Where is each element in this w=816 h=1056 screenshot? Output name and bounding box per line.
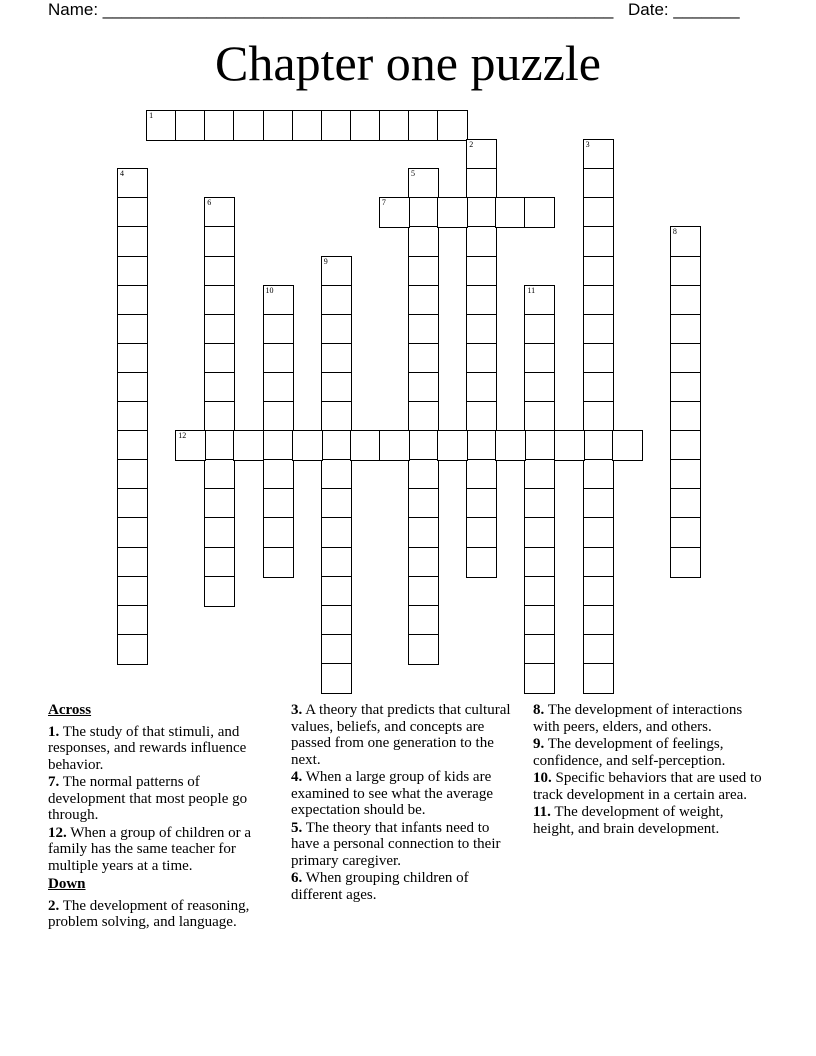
- grid-cell[interactable]: [263, 547, 294, 578]
- grid-cell[interactable]: [263, 430, 294, 461]
- grid-cell[interactable]: [204, 517, 235, 548]
- grid-cell[interactable]: [321, 401, 352, 432]
- grid-cell[interactable]: [583, 605, 614, 636]
- grid-cell[interactable]: [379, 430, 410, 461]
- clue-across-12: 12. When a group of children or a family has the same teacher for multiple years at a time.: [48, 824, 251, 874]
- grid-cell[interactable]: [350, 110, 381, 141]
- grid-cell[interactable]: [466, 372, 497, 403]
- grid-cell[interactable]: [524, 547, 555, 578]
- grid-cell[interactable]: [321, 576, 352, 607]
- clue-number: 7: [381, 198, 386, 208]
- grid-cell[interactable]: [408, 372, 439, 403]
- clue-down-3: 3. A theory that predicts that cultural values, beliefs, and concepts are passed from one generation to the next.: [291, 702, 511, 768]
- clue-across-1: 1. The study of that stimuli, and responses, and rewards influence behavior.: [48, 723, 247, 773]
- grid-cell[interactable]: [350, 430, 381, 461]
- grid-cell[interactable]: [117, 547, 148, 578]
- grid-cell[interactable]: [524, 517, 555, 548]
- grid-cell[interactable]: [379, 110, 410, 141]
- clue-down-9: 9. The development of feelings, confidence, and self-perception.: [533, 736, 726, 769]
- grid-cell[interactable]: [321, 488, 352, 519]
- grid-cell[interactable]: [670, 226, 701, 257]
- grid-cell[interactable]: [466, 226, 497, 257]
- grid-cell[interactable]: [554, 430, 585, 461]
- grid-cell[interactable]: [583, 488, 614, 519]
- grid-cell[interactable]: [321, 372, 352, 403]
- header: [48, 0, 748, 20]
- clue-number: 10: [265, 285, 274, 295]
- grid-cell[interactable]: [117, 372, 148, 403]
- grid-cell[interactable]: [670, 547, 701, 578]
- grid-cell[interactable]: [263, 517, 294, 548]
- grid-cell[interactable]: [466, 459, 497, 490]
- grid-cell[interactable]: [670, 314, 701, 345]
- grid-cell[interactable]: [466, 547, 497, 578]
- grid-cell[interactable]: [321, 517, 352, 548]
- grid-cell[interactable]: [408, 605, 439, 636]
- grid-cell[interactable]: [466, 256, 497, 287]
- grid-cell[interactable]: [583, 226, 614, 257]
- grid-cell[interactable]: [583, 168, 614, 199]
- grid-cell[interactable]: [204, 343, 235, 374]
- clue-column-2: [291, 702, 519, 904]
- clue-number: 2: [469, 140, 474, 150]
- grid-cell[interactable]: [204, 197, 235, 228]
- grid-cell[interactable]: [466, 139, 497, 170]
- grid-cell[interactable]: [204, 226, 235, 257]
- grid-cell[interactable]: [408, 547, 439, 578]
- grid-cell[interactable]: [117, 576, 148, 607]
- grid-cell[interactable]: [117, 168, 148, 199]
- grid-cell[interactable]: [524, 634, 555, 665]
- grid-cell[interactable]: [524, 605, 555, 636]
- grid-cell[interactable]: [466, 517, 497, 548]
- grid-cell[interactable]: [321, 314, 352, 345]
- grid-cell[interactable]: [408, 197, 439, 228]
- page-title: Chapter one puzzle: [215, 35, 601, 91]
- grid-cell[interactable]: [117, 401, 148, 432]
- grid-cell[interactable]: [204, 430, 235, 461]
- clue-number: 9: [323, 256, 328, 266]
- grid-cell[interactable]: [583, 139, 614, 170]
- grid-cell[interactable]: [670, 285, 701, 316]
- grid-cell[interactable]: [524, 401, 555, 432]
- grid-cell[interactable]: [408, 430, 439, 461]
- grid-cell[interactable]: [204, 459, 235, 490]
- clue-number: 11: [527, 285, 536, 295]
- grid-cell[interactable]: [583, 314, 614, 345]
- grid-cell[interactable]: [408, 576, 439, 607]
- grid-cell[interactable]: [321, 634, 352, 665]
- grid-cell[interactable]: [495, 430, 526, 461]
- grid-cell[interactable]: [524, 459, 555, 490]
- grid-cell[interactable]: [524, 372, 555, 403]
- grid-cell[interactable]: [466, 168, 497, 199]
- clue-column-1: [48, 702, 278, 932]
- date-line: Date: _______: [628, 0, 740, 19]
- clue-down-11: 11. The development of weight, height, and brain development.: [533, 804, 724, 837]
- clue-number: 3: [585, 140, 590, 150]
- grid-cell[interactable]: [204, 314, 235, 345]
- grid-cell[interactable]: [263, 285, 294, 316]
- grid-cell[interactable]: [321, 343, 352, 374]
- grid-cell[interactable]: [437, 197, 468, 228]
- grid-cell[interactable]: [408, 110, 439, 141]
- grid-cell[interactable]: [321, 285, 352, 316]
- clue-number: 6: [207, 198, 212, 208]
- grid-cell[interactable]: [524, 576, 555, 607]
- grid-cell[interactable]: [524, 314, 555, 345]
- grid-cell[interactable]: [263, 372, 294, 403]
- grid-cell[interactable]: [670, 517, 701, 548]
- grid-cell[interactable]: [583, 285, 614, 316]
- grid-cell[interactable]: [670, 256, 701, 287]
- grid-cell[interactable]: [583, 343, 614, 374]
- grid-cell[interactable]: [321, 459, 352, 490]
- grid-cell[interactable]: [583, 459, 614, 490]
- grid-cell[interactable]: [204, 285, 235, 316]
- grid-cell[interactable]: [437, 110, 468, 141]
- grid-cell[interactable]: [408, 168, 439, 199]
- clue-number: 5: [411, 169, 415, 179]
- grid-cell[interactable]: [583, 547, 614, 578]
- grid-cell[interactable]: [263, 110, 294, 141]
- clue-down-2: 2. The development of reasoning, problem solving, and language.: [48, 897, 250, 930]
- grid-cell[interactable]: [670, 459, 701, 490]
- grid-cell[interactable]: [321, 663, 352, 694]
- clue-down-4: 4. When a large group of kids are examined to see what the average expectation should be.: [291, 769, 493, 818]
- grid-cell[interactable]: [408, 401, 439, 432]
- grid-cell[interactable]: [117, 430, 148, 461]
- grid-cell[interactable]: [466, 401, 497, 432]
- grid-cell[interactable]: [117, 634, 148, 665]
- grid-cell[interactable]: [670, 372, 701, 403]
- grid-cell[interactable]: [408, 517, 439, 548]
- grid-cell[interactable]: [263, 314, 294, 345]
- grid-cell[interactable]: [117, 314, 148, 345]
- grid-cell[interactable]: [670, 343, 701, 374]
- grid-cell[interactable]: [204, 256, 235, 287]
- grid-cell[interactable]: [466, 285, 497, 316]
- grid-cell[interactable]: [524, 197, 555, 228]
- grid-cell[interactable]: [233, 110, 264, 141]
- grid-cell[interactable]: [524, 663, 555, 694]
- grid-cell[interactable]: [437, 430, 468, 461]
- grid-cell[interactable]: [117, 285, 148, 316]
- grid-cell[interactable]: [321, 430, 352, 461]
- grid-cell[interactable]: [117, 226, 148, 257]
- grid-cell[interactable]: [204, 401, 235, 432]
- grid-cell[interactable]: [583, 634, 614, 665]
- grid-cell[interactable]: [204, 488, 235, 519]
- name-line: Name: ______________________________________________________: [48, 0, 614, 19]
- grid-cell[interactable]: [408, 256, 439, 287]
- grid-cell[interactable]: [117, 488, 148, 519]
- grid-cell[interactable]: [408, 285, 439, 316]
- grid-cell[interactable]: [524, 285, 555, 316]
- grid-cell[interactable]: [204, 547, 235, 578]
- grid-cell[interactable]: [583, 401, 614, 432]
- grid-cell[interactable]: [524, 343, 555, 374]
- clue-number: 1: [149, 111, 154, 120]
- grid-cell[interactable]: [146, 110, 177, 141]
- grid-cell[interactable]: [583, 197, 614, 228]
- grid-cell[interactable]: [379, 197, 410, 228]
- grid-cell[interactable]: [524, 430, 555, 461]
- clue-down-10: 10. Specific behaviors that are used to track development in a certain area.: [533, 770, 762, 803]
- grid-cell[interactable]: [583, 517, 614, 548]
- clue-number: 4: [120, 169, 124, 179]
- grid-cell[interactable]: [175, 430, 206, 461]
- grid-cell[interactable]: [408, 226, 439, 257]
- clue-column-3: [533, 702, 763, 838]
- grid-cell[interactable]: [117, 605, 148, 636]
- grid-cell[interactable]: [466, 343, 497, 374]
- grid-cell[interactable]: [263, 343, 294, 374]
- clue-down-5: 5. The theory that infants need to have a personal connection to their primary caregiver.: [291, 819, 501, 869]
- grid-cell[interactable]: [204, 110, 235, 141]
- grid-cell[interactable]: [583, 372, 614, 403]
- grid-cell[interactable]: [117, 459, 148, 490]
- across-heading: Across: [48, 702, 92, 718]
- clue-number: 12: [178, 431, 187, 441]
- clue-across-7: 7. The normal patterns of development that most people go through.: [48, 774, 248, 823]
- grid-cell[interactable]: [583, 430, 614, 461]
- clue-down-6: 6. When grouping children of different ages.: [291, 870, 469, 903]
- grid-cell[interactable]: [292, 110, 323, 141]
- grid-cell[interactable]: [466, 488, 497, 519]
- clue-number: 8: [672, 227, 677, 237]
- clue-down-8: 8. The development of interactions with peers, elders, and others.: [533, 702, 743, 735]
- grid-cell[interactable]: [321, 110, 352, 141]
- grid-cell[interactable]: [117, 343, 148, 374]
- grid-cell[interactable]: [204, 576, 235, 607]
- grid-cell[interactable]: [670, 430, 701, 461]
- grid-cell[interactable]: [204, 372, 235, 403]
- grid-cell[interactable]: [263, 488, 294, 519]
- grid-cell[interactable]: [117, 517, 148, 548]
- grid-cell[interactable]: [408, 634, 439, 665]
- grid-cell[interactable]: [524, 488, 555, 519]
- grid-cell[interactable]: [321, 605, 352, 636]
- grid-cell[interactable]: [583, 256, 614, 287]
- grid-cell[interactable]: [175, 110, 206, 141]
- grid-cell[interactable]: [263, 401, 294, 432]
- grid-cell[interactable]: [292, 430, 323, 461]
- grid-cell[interactable]: [233, 430, 264, 461]
- grid-cell[interactable]: [670, 401, 701, 432]
- grid-cell[interactable]: [408, 488, 439, 519]
- grid-cell[interactable]: [408, 314, 439, 345]
- grid-cell[interactable]: [321, 547, 352, 578]
- grid-cell[interactable]: [583, 663, 614, 694]
- grid-cell[interactable]: [495, 197, 526, 228]
- grid-cell[interactable]: [263, 459, 294, 490]
- grid-cell[interactable]: [321, 256, 352, 287]
- grid-cell[interactable]: [408, 343, 439, 374]
- grid-cell[interactable]: [117, 197, 148, 228]
- grid-cell[interactable]: [670, 488, 701, 519]
- grid-cell[interactable]: [466, 197, 497, 228]
- grid-cell[interactable]: [408, 459, 439, 490]
- down-heading: Down: [48, 876, 86, 892]
- grid-cell[interactable]: [466, 430, 497, 461]
- grid-cell[interactable]: [466, 314, 497, 345]
- grid-cell[interactable]: [612, 430, 643, 461]
- grid-cell[interactable]: [117, 256, 148, 287]
- grid-cell[interactable]: [583, 576, 614, 607]
